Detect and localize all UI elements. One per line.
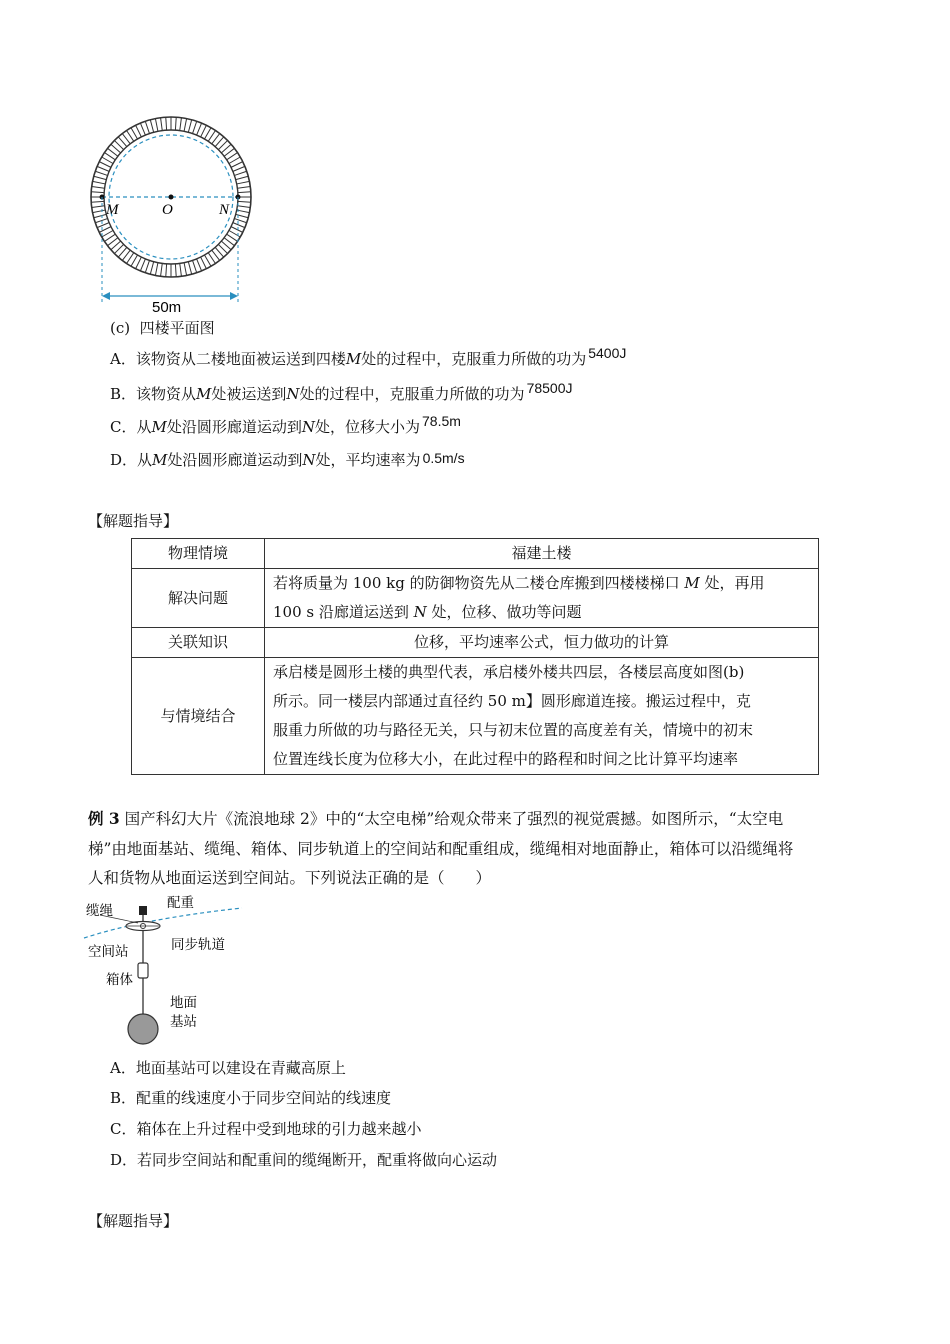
wall-tick bbox=[237, 210, 250, 213]
option-b-value: 78500J bbox=[526, 380, 573, 396]
wall-tick bbox=[150, 120, 153, 133]
wall-tick bbox=[184, 263, 187, 276]
wall-tick bbox=[95, 219, 107, 223]
table-value: 位移，平均速率公式，恒力做功的计算 bbox=[265, 628, 819, 658]
table-line: 位置连线长度为位移大小，在此过程中的路程和时间之比计算平均速率 bbox=[273, 750, 739, 768]
wall-tick bbox=[229, 157, 240, 164]
wall-tick bbox=[238, 192, 251, 193]
wall-tick bbox=[229, 231, 240, 238]
table-value: 福建土楼 bbox=[265, 539, 819, 569]
wall-tick bbox=[140, 259, 145, 271]
wall-tick bbox=[238, 201, 251, 202]
wall-tick bbox=[193, 260, 197, 272]
option-a: A．该物资从二楼地面被运送到四楼M处的过程中，克服重力所做的功为 5400J bbox=[110, 345, 627, 368]
table-line: 承启楼是圆形土楼的典型代表，承启楼外楼共四层，各楼层高度如图(b) bbox=[273, 663, 745, 681]
label-counterweight: 配重 bbox=[167, 895, 194, 911]
dimension-arrow-left bbox=[102, 292, 110, 300]
example3-label: 例 3 bbox=[88, 809, 120, 828]
wall-tick bbox=[140, 123, 145, 135]
wall-tick bbox=[102, 157, 113, 164]
wall-tick bbox=[155, 119, 158, 132]
caption-letter: (c) bbox=[110, 319, 131, 337]
wall-tick bbox=[184, 119, 187, 132]
example3-line: 例 3 国产科幻大片《流浪地球 2》中的“太空电梯”给观众带来了强烈的视觉震撼。如图所示，“太空电 bbox=[88, 809, 784, 828]
table-row bbox=[132, 628, 819, 658]
wall-tick bbox=[161, 263, 163, 276]
wall-tick bbox=[136, 125, 142, 137]
wall-tick bbox=[188, 120, 191, 133]
table-row bbox=[132, 569, 819, 628]
wall-tick bbox=[188, 262, 191, 275]
ex3-option-b: B．配重的线速度小于同步空间站的线速度 bbox=[110, 1089, 392, 1107]
wall-tick bbox=[136, 257, 142, 269]
wall-tick bbox=[99, 162, 111, 168]
label-orbit: 同步轨道 bbox=[171, 937, 225, 953]
label-station: 空间站 bbox=[88, 944, 129, 960]
wall-tick bbox=[99, 227, 111, 233]
wall-tick bbox=[201, 125, 207, 137]
wall-tick bbox=[166, 117, 167, 130]
wall-tick bbox=[234, 171, 246, 175]
wall-tick bbox=[205, 255, 212, 266]
option-c-value: 78.5m bbox=[422, 413, 461, 429]
option-d: D．从M处沿圆形廊道运动到N处，平均速率为 0.5m/s bbox=[110, 450, 465, 469]
table-key: 解决问题 bbox=[132, 569, 265, 628]
table-key: 关联知识 bbox=[132, 628, 265, 658]
wall-tick bbox=[91, 201, 104, 202]
wall-tick bbox=[92, 206, 105, 208]
label-cable: 缆绳 bbox=[86, 903, 113, 919]
wall-tick bbox=[93, 181, 106, 184]
table-row bbox=[132, 658, 819, 775]
ex3-option-a: A．地面基站可以建设在青藏高原上 bbox=[110, 1059, 346, 1077]
wall-tick bbox=[94, 176, 107, 179]
wall-tick bbox=[97, 223, 109, 228]
table-key: 与情境结合 bbox=[132, 658, 265, 775]
dimension-label: 50m bbox=[152, 299, 182, 316]
label-n: N bbox=[219, 202, 230, 218]
table-line: 所示。同一楼层内部通过直径约 50 m】圆形廊道连接。搬运过程中，克 bbox=[273, 692, 751, 710]
wall-tick bbox=[93, 210, 106, 213]
option-c: C．从M处沿圆形廊道运动到N处，位移大小为 78.5m bbox=[110, 413, 461, 436]
example3-line: 梯”由地面基站、缆绳、箱体、同步轨道上的空间站和配重组成，缆绳相对地面静止，箱体可以沿缆绳将 bbox=[88, 839, 794, 858]
wall-tick bbox=[234, 219, 246, 223]
wall-tick bbox=[97, 166, 109, 171]
wall-tick bbox=[155, 263, 158, 276]
wall-tick bbox=[166, 264, 167, 277]
wall-tick bbox=[236, 176, 249, 179]
wall-tick bbox=[175, 117, 176, 130]
caption-text: 四楼平面图 bbox=[139, 319, 215, 337]
label-o: O bbox=[162, 202, 173, 218]
wall-tick bbox=[150, 262, 153, 275]
table-line: 100 s 沿廊道运送到 N 处，位移、做功等问题 bbox=[273, 603, 582, 621]
dimension-arrow-right bbox=[230, 292, 238, 300]
wall-tick bbox=[161, 118, 163, 131]
table-key: 物理情境 bbox=[132, 539, 265, 569]
elevator-box bbox=[138, 963, 148, 978]
wall-tick bbox=[197, 259, 202, 271]
wall-tick bbox=[145, 260, 149, 272]
ground-base-globe bbox=[128, 1014, 158, 1044]
label-box: 箱体 bbox=[106, 972, 133, 988]
label-ground-1: 地面 bbox=[170, 995, 197, 1011]
guide-heading: 【解题指导】 bbox=[88, 512, 179, 530]
table-line: 服重力所做的功与路径无关，只与初末位置的高度差有关，情境中的初末 bbox=[273, 721, 754, 739]
figure-caption bbox=[110, 318, 215, 338]
example3-line: 人和货物从地面运送到空间站。下列说法正确的是（ ） bbox=[88, 869, 492, 887]
option-d-value: 0.5m/s bbox=[422, 450, 465, 466]
wall-tick bbox=[237, 187, 250, 189]
ex3-option-d: D．若同步空间站和配重间的缆绳断开，配重将做向心运动 bbox=[110, 1151, 498, 1169]
table-row bbox=[132, 539, 819, 569]
wall-tick bbox=[180, 118, 182, 131]
option-b: B．该物资从M处被运送到N处的过程中，克服重力所做的功为 78500J bbox=[110, 380, 573, 403]
floor-plan-figure bbox=[80, 110, 270, 325]
wall-tick bbox=[237, 181, 250, 184]
wall-tick bbox=[91, 192, 104, 193]
wall-tick bbox=[231, 162, 243, 168]
table-value bbox=[265, 569, 819, 628]
guide2-heading: 【解题指导】 bbox=[88, 1212, 179, 1230]
wall-tick bbox=[102, 231, 113, 238]
wall-tick bbox=[193, 121, 197, 133]
guide-table bbox=[131, 538, 819, 775]
wall-tick bbox=[92, 187, 105, 189]
wall-tick bbox=[175, 264, 176, 277]
example3-question bbox=[88, 804, 868, 894]
wall-tick bbox=[197, 123, 202, 135]
ex3-option-c: C．箱体在上升过程中受到地球的引力越来越小 bbox=[110, 1120, 422, 1138]
wall-tick bbox=[233, 166, 245, 171]
label-m: M bbox=[106, 202, 119, 218]
wall-tick bbox=[237, 206, 250, 208]
wall-tick bbox=[205, 128, 212, 139]
counterweight-block bbox=[139, 906, 147, 915]
wall-tick bbox=[180, 263, 182, 276]
table-value bbox=[265, 658, 819, 775]
space-elevator-figure bbox=[82, 893, 257, 1053]
wall-tick bbox=[233, 223, 245, 228]
wall-tick bbox=[94, 214, 107, 217]
option-a-value: 5400J bbox=[588, 345, 627, 361]
wall-tick bbox=[131, 255, 138, 266]
wall-tick bbox=[201, 257, 207, 269]
wall-tick bbox=[95, 171, 107, 175]
table-line: 若将质量为 100 kg 的防御物资先从二楼仓库搬到四楼楼梯口 M 处，再用 bbox=[273, 574, 765, 592]
label-ground-2: 基站 bbox=[170, 1014, 197, 1030]
wall-tick bbox=[131, 128, 138, 139]
wall-tick bbox=[145, 121, 149, 133]
point-o bbox=[169, 195, 174, 200]
wall-tick bbox=[231, 227, 243, 233]
